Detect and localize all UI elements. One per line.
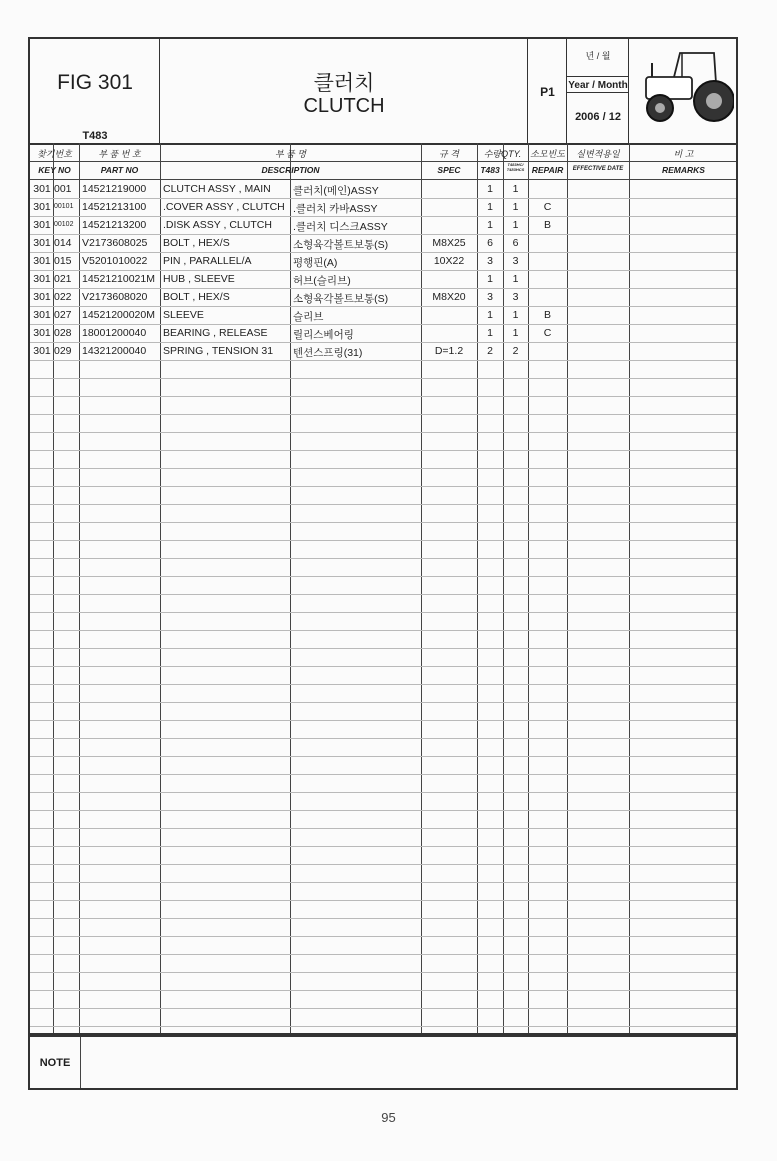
cell-repair: B xyxy=(543,309,551,321)
cell-repair: C xyxy=(543,327,552,339)
cell-desc-kr: .클러치 디스크ASSY xyxy=(293,221,388,233)
cell-key: 015 xyxy=(54,255,72,267)
cell-desc-en: .COVER ASSY , CLUTCH xyxy=(163,201,285,213)
empty-row xyxy=(30,684,736,703)
cell-part: 14521200020M xyxy=(82,309,155,321)
cell-spec: 10X22 xyxy=(433,255,465,267)
cell-key: 014 xyxy=(54,237,72,249)
col-key-kr: 찾기번호 xyxy=(37,149,72,159)
cell-fig: 301 xyxy=(33,255,51,267)
empty-row xyxy=(30,522,736,541)
empty-row xyxy=(30,900,736,919)
cell-repair: B xyxy=(543,219,551,231)
cell-part: 18001200040 xyxy=(82,327,147,339)
empty-row xyxy=(30,738,736,757)
cell-spec: M8X20 xyxy=(432,291,466,303)
empty-row xyxy=(30,576,736,595)
col-qty-t483: T483 xyxy=(480,165,500,175)
cell-desc-kr: 소형육각볼트보통(S) xyxy=(293,293,389,305)
empty-row xyxy=(30,540,736,559)
col-spec-kr: 규 격 xyxy=(439,149,459,159)
table-row xyxy=(30,288,736,307)
cell-part: 14521213200 xyxy=(82,219,147,231)
cell-q1: 1 xyxy=(487,327,493,339)
empty-row xyxy=(30,504,736,523)
cell-fig: 301 xyxy=(33,273,51,285)
col-remarks: REMARKS xyxy=(662,165,705,175)
cell-fig: 301 xyxy=(33,309,51,321)
empty-row xyxy=(30,360,736,379)
table-row xyxy=(30,252,736,271)
cell-desc-en: CLUTCH ASSY , MAIN xyxy=(163,183,271,195)
col-desc: DESCRIPTION xyxy=(261,165,320,175)
cell-q2: 3 xyxy=(512,291,519,303)
cell-fig: 301 xyxy=(33,183,51,195)
cell-q2: 1 xyxy=(512,327,519,339)
empty-row xyxy=(30,378,736,397)
empty-row xyxy=(30,648,736,667)
cell-desc-kr: 허브(슬리브) xyxy=(293,275,351,287)
tractor-icon xyxy=(636,45,734,131)
cell-q1: 1 xyxy=(487,219,493,231)
cell-q2: 2 xyxy=(512,345,519,357)
table-row xyxy=(30,342,736,361)
empty-row xyxy=(30,864,736,883)
cell-fig: 301 xyxy=(33,327,51,339)
cell-desc-en: SLEEVE xyxy=(163,309,204,321)
cell-desc-kr: 평행핀(A) xyxy=(293,257,338,269)
year-month-label: Year / Month xyxy=(567,76,629,93)
cell-desc-kr: .클러치 카바ASSY xyxy=(293,203,378,215)
cell-part: V2173608025 xyxy=(82,237,148,249)
cell-desc-en: SPRING , TENSION 31 xyxy=(163,345,274,357)
cell-q1: 2 xyxy=(487,345,493,357)
cell-q2: 6 xyxy=(512,237,519,249)
cell-fig: 301 xyxy=(33,201,51,213)
empty-row xyxy=(30,432,736,451)
col-repair-kr: 소모빈도 xyxy=(530,149,565,159)
cell-desc-en: BOLT , HEX/S xyxy=(163,291,230,303)
title-korean: 클러치 xyxy=(313,72,375,95)
cell-desc-kr: 클러치(메인)ASSY xyxy=(293,185,379,197)
col-part-kr: 부 품 번 호 xyxy=(98,149,141,159)
empty-row xyxy=(30,612,736,631)
cell-key: 028 xyxy=(54,327,72,339)
cell-q2: 1 xyxy=(512,273,519,285)
cell-desc-kr: 릴리스베어링 xyxy=(293,329,354,341)
empty-row xyxy=(30,450,736,469)
empty-row xyxy=(30,396,736,415)
empty-row xyxy=(30,756,736,775)
empty-row xyxy=(30,486,736,505)
col-qty-variant: T483HC/ T483HCS xyxy=(506,162,525,172)
cell-q1: 3 xyxy=(487,255,493,267)
col-desc-kr: 부 품 명 xyxy=(274,149,307,159)
cell-key: 00102 xyxy=(54,221,74,228)
cell-q1: 1 xyxy=(487,309,493,321)
col-key: KEY NO xyxy=(38,165,71,175)
empty-row xyxy=(30,810,736,829)
cell-q1: 1 xyxy=(487,273,493,285)
cell-q1: 1 xyxy=(487,183,493,195)
col-eff: EFFECTIVE DATE xyxy=(572,166,624,172)
cell-key: 022 xyxy=(54,291,72,303)
parts-table xyxy=(28,143,738,1035)
title-english: CLUTCH xyxy=(303,95,385,117)
cell-desc-en: HUB , SLEEVE xyxy=(163,273,235,285)
cell-q1: 6 xyxy=(487,237,493,249)
empty-row xyxy=(30,1008,736,1027)
cell-desc-en: PIN , PARALLEL/A xyxy=(163,255,252,267)
cell-fig: 301 xyxy=(33,237,51,249)
cell-part: V5201010022 xyxy=(82,255,148,267)
empty-row xyxy=(30,666,736,685)
table-row xyxy=(30,216,736,235)
col-spec: SPEC xyxy=(437,165,461,175)
cell-desc-en: BOLT , HEX/S xyxy=(163,237,230,249)
table-row xyxy=(30,198,736,217)
cell-spec: D=1.2 xyxy=(434,345,464,357)
col-remarks-kr: 비 고 xyxy=(673,149,694,159)
cell-key: 021 xyxy=(54,273,72,285)
cell-part: 14521219000 xyxy=(82,183,147,195)
cell-q2: 3 xyxy=(512,255,519,267)
page-header xyxy=(28,37,738,145)
cell-repair: C xyxy=(543,201,552,213)
cell-desc-en: .DISK ASSY , CLUTCH xyxy=(163,219,272,231)
cell-spec: M8X25 xyxy=(432,237,466,249)
cell-fig: 301 xyxy=(33,219,51,231)
cell-fig: 301 xyxy=(33,291,51,303)
empty-row xyxy=(30,702,736,721)
cell-key: 029 xyxy=(54,345,72,357)
table-row xyxy=(30,180,736,199)
cell-q1: 1 xyxy=(487,201,493,213)
cell-key: 027 xyxy=(54,309,72,321)
empty-row xyxy=(30,594,736,613)
cell-q2: 1 xyxy=(512,183,519,195)
fig-number: FIG 301 xyxy=(57,71,133,94)
empty-row xyxy=(30,414,736,433)
empty-row xyxy=(30,882,736,901)
cell-q2: 1 xyxy=(512,201,519,213)
cell-desc-kr: 소형육각볼트보통(S) xyxy=(293,239,389,251)
page-number: 95 xyxy=(381,1110,396,1125)
cell-part: 14521213100 xyxy=(82,201,147,213)
cell-fig: 301 xyxy=(33,345,51,357)
empty-row xyxy=(30,828,736,847)
table-row xyxy=(30,234,736,253)
empty-row xyxy=(30,468,736,487)
year-month-label-kr: 년 / 월 xyxy=(585,51,611,61)
cell-part: V2173608020 xyxy=(82,291,148,303)
col-repair: REPAIR xyxy=(531,165,564,175)
empty-row xyxy=(30,918,736,937)
empty-row xyxy=(30,792,736,811)
empty-row xyxy=(30,954,736,973)
empty-row xyxy=(30,846,736,865)
empty-row xyxy=(30,558,736,577)
note-section xyxy=(28,1035,738,1090)
cell-desc-en: BEARING , RELEASE xyxy=(163,327,268,339)
cell-q2: 1 xyxy=(512,309,519,321)
table-row xyxy=(30,270,736,289)
empty-row xyxy=(30,630,736,649)
cell-desc-kr: 슬리브 xyxy=(293,311,324,323)
empty-row xyxy=(30,990,736,1009)
cell-desc-kr: 텐션스프링(31) xyxy=(293,347,363,359)
empty-row xyxy=(30,936,736,955)
page-id: P1 xyxy=(540,85,555,99)
parts-catalog-page xyxy=(28,37,738,1090)
cell-part: 14321200040 xyxy=(82,345,147,357)
empty-row xyxy=(30,972,736,991)
cell-part: 14521210021M xyxy=(82,273,155,285)
table-row xyxy=(30,306,736,325)
table-row xyxy=(30,324,736,343)
col-qty: 수량QTY. xyxy=(483,149,522,159)
cell-q2: 1 xyxy=(512,219,519,231)
revision-date: 2006 / 12 xyxy=(575,111,621,123)
empty-row xyxy=(30,774,736,793)
cell-q1: 3 xyxy=(487,291,493,303)
model-name: T483 xyxy=(82,130,108,142)
col-part: PART NO xyxy=(100,165,139,175)
cell-key: 00101 xyxy=(54,203,74,210)
cell-key: 001 xyxy=(54,183,72,195)
col-eff-kr: 실변적용일 xyxy=(576,149,620,159)
empty-row xyxy=(30,720,736,739)
note-label: NOTE xyxy=(39,1057,71,1069)
